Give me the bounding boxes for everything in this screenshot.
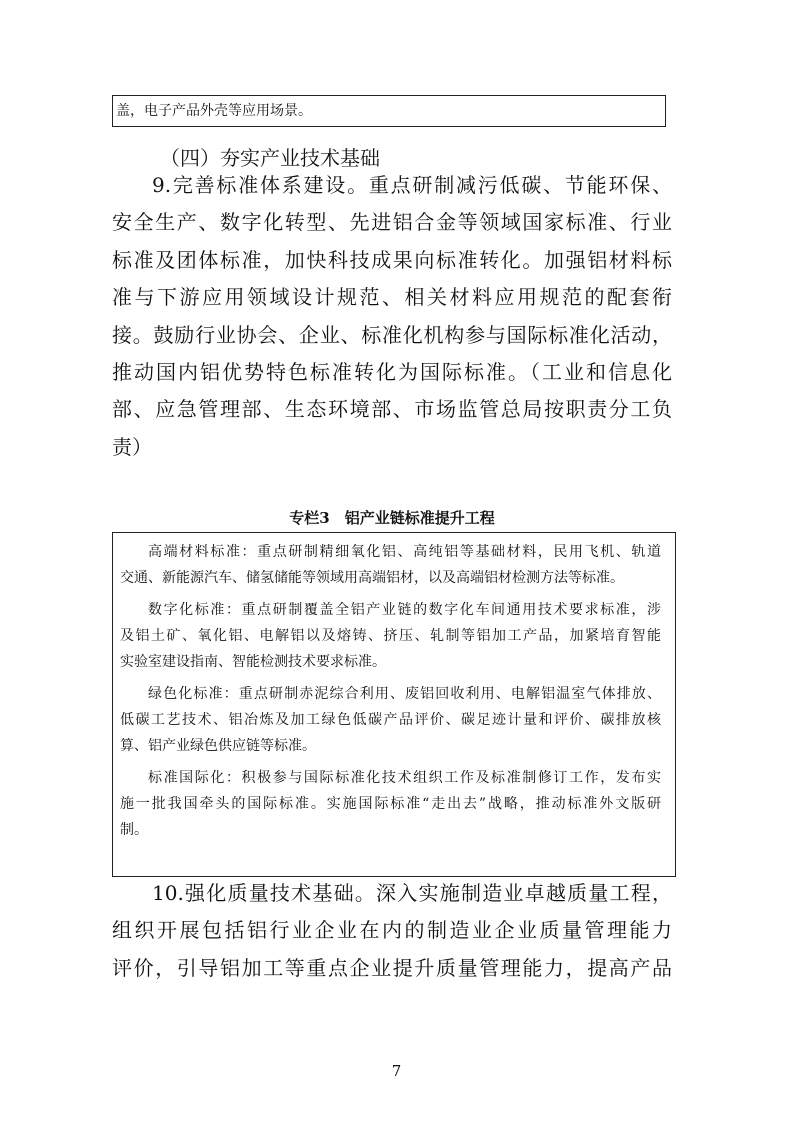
paragraph-line: 评价，引导铝加工等重点企业提升质量管理能力，提高产品: [112, 955, 672, 980]
paragraph-line: 准与下游应用领域设计规范、相关材料应用规范的配套衔: [112, 285, 672, 310]
section-heading: （四）夯实产业技术基础: [160, 146, 380, 170]
column-item-digital: [120, 597, 661, 675]
column-line: 高端材料标准：重点研制精细氧化铝、高纯铝等基础材料，民用飞机、轨道: [148, 544, 661, 560]
continued-box-text: 盖，电子产品外壳等应用场景。: [116, 103, 312, 119]
paragraph-line: 10.强化质量技术基础。深入实施制造业卓越质量工程，: [152, 881, 672, 905]
paragraph-line: 组织开展包括铝行业企业在内的制造业企业质量管理能力: [112, 918, 672, 943]
column-line: 算、铝产业绿色供应链等标准。: [120, 738, 316, 754]
paragraph-line: 部、应急管理部、生态环境部、市场监管总局按职责分工负: [112, 397, 672, 422]
column-item-high-end: [120, 539, 661, 591]
paragraph-line: 推动国内铝优势特色标准转化为国际标准。（工业和信息化: [112, 360, 672, 385]
paragraph-line: 接。鼓励行业协会、企业、标准化机构参与国际标准化活动，: [112, 322, 672, 347]
paragraph-line: 责）: [112, 434, 152, 459]
column-line: 制。: [120, 822, 148, 838]
page-number: 7: [391, 1062, 402, 1080]
paragraph-10: [112, 875, 672, 987]
column-item-green: [120, 681, 661, 759]
column-box: [112, 532, 676, 877]
paragraph-line: 9.完善标准体系建设。重点研制减污低碳、节能环保、: [152, 173, 672, 197]
column-line: 实验室建设指南、智能检测技术要求标准。: [120, 654, 386, 670]
paragraph-line: 安全生产、数字化转型、先进铝合金等领域国家标准、行业: [112, 210, 672, 235]
column-line: 交通、新能源汽车、储氢储能等领域用高端铝材，以及高端铝材检测方法等标准。: [120, 570, 624, 586]
column-line: 施一批我国牵头的国际标准。实施国际标准“走出去”战略，推动标准外文版研: [120, 796, 661, 812]
column-line: 数字化标准：重点研制覆盖全铝产业链的数字化车间通用技术要求标准，涉: [148, 602, 661, 618]
column-line: 绿色化标准：重点研制赤泥综合利用、废铝回收利用、电解铝温室气体排放、: [148, 686, 661, 702]
column-item-international: [120, 765, 661, 843]
paragraph-line: 标准及团体标准，加快科技成果向标准转化。加强铝材料标: [112, 247, 672, 272]
continued-box: [112, 95, 666, 127]
column-line: 及铝土矿、氧化铝、电解铝以及熔铸、挤压、轧制等铝加工产品，加紧培育智能: [120, 628, 661, 644]
column-line: 低碳工艺技术、铝冶炼及加工绿色低碳产品评价、碳足迹计量和评价、碳排放核: [120, 712, 661, 728]
column-line: 标准国际化：积极参与国际标准化技术组织工作及标准制修订工作，发布实: [148, 770, 661, 786]
column-title: 专栏3 铝产业链标准提升工程: [289, 509, 495, 527]
paragraph-9: [112, 167, 672, 466]
